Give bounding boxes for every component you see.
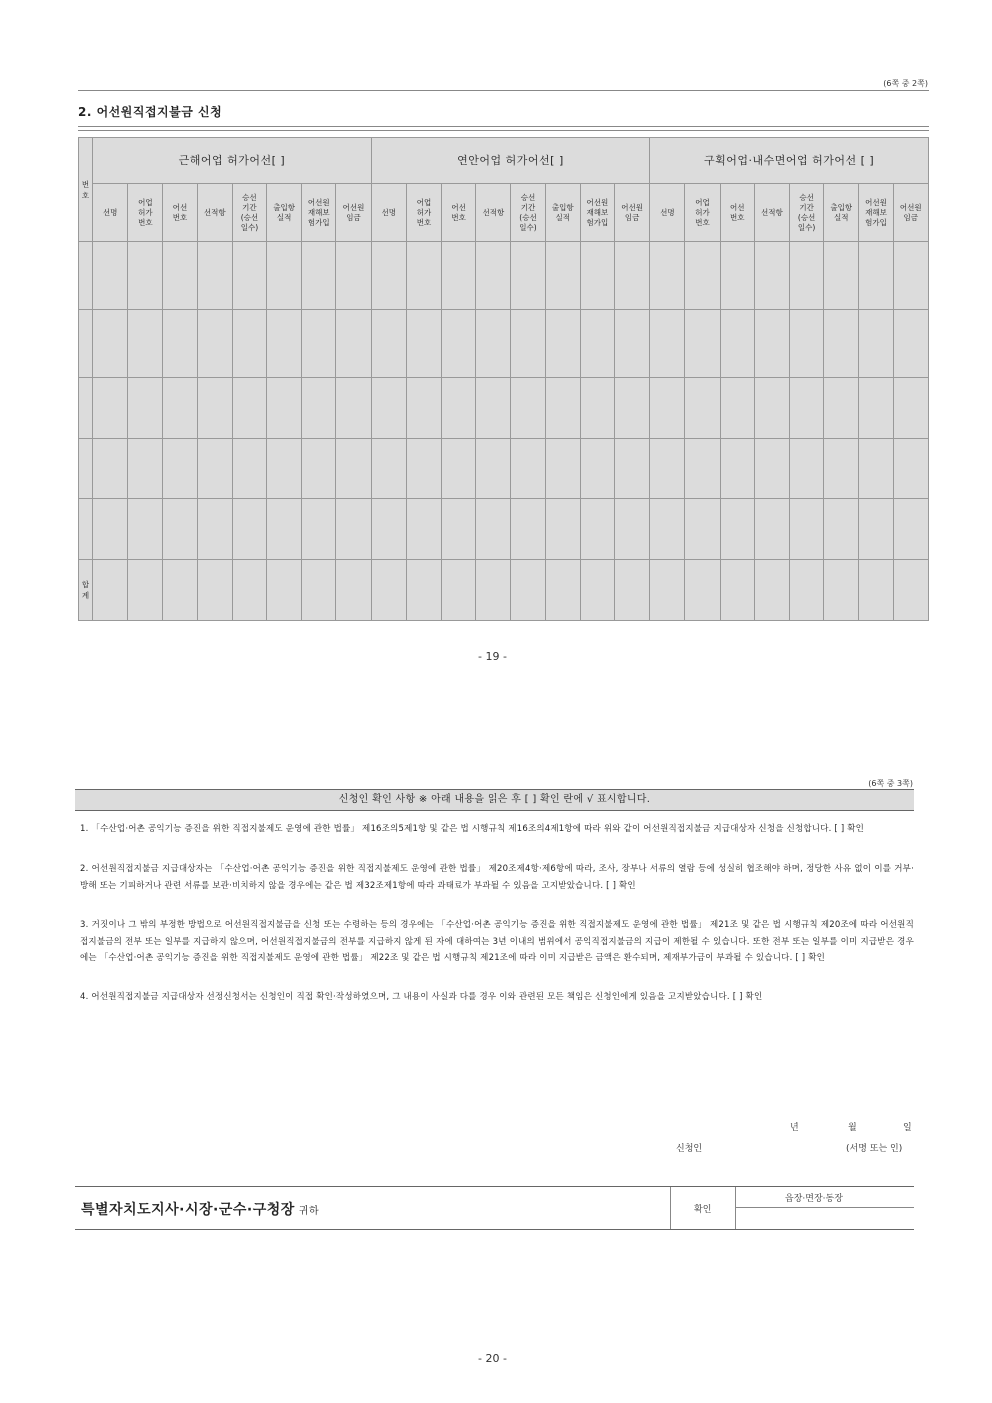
table-cell[interactable] [336, 310, 371, 378]
table-cell[interactable] [511, 560, 545, 621]
application-table [78, 137, 929, 621]
table-cell[interactable] [650, 439, 685, 499]
table-cell[interactable] [267, 310, 302, 378]
table-cell[interactable] [545, 242, 580, 310]
col-header-offshore-2: 어업 허가 번호 [128, 184, 163, 242]
table-cell[interactable] [754, 378, 789, 439]
col-header-offshore-8: 어선원 임금 [336, 184, 371, 242]
table-cell[interactable] [790, 560, 824, 621]
table-cell[interactable] [859, 560, 893, 621]
table-cell[interactable] [614, 560, 649, 621]
table-cell[interactable] [267, 378, 302, 439]
table-cell[interactable] [163, 439, 197, 499]
table-row [79, 499, 929, 560]
table-cell[interactable] [720, 242, 754, 310]
top-rule [78, 90, 929, 91]
table-cell[interactable] [580, 560, 614, 621]
table-cell[interactable] [685, 439, 720, 499]
table-cell[interactable] [406, 499, 441, 560]
table-cell[interactable] [614, 378, 649, 439]
table-cell[interactable] [893, 242, 928, 310]
col-header-offshore-6: 출입항 실적 [267, 184, 302, 242]
col-header-coastal-4: 선적항 [476, 184, 511, 242]
table-cell[interactable] [128, 499, 163, 560]
table-cell[interactable] [614, 242, 649, 310]
table-cell[interactable] [336, 439, 371, 499]
table-cell[interactable] [336, 378, 371, 439]
table-cell[interactable] [93, 378, 128, 439]
table-cell[interactable] [511, 310, 545, 378]
table-cell[interactable] [232, 560, 266, 621]
row-number-cell [79, 242, 93, 310]
table-cell[interactable] [371, 439, 406, 499]
table-cell[interactable] [406, 378, 441, 439]
col-header-sectional-8: 어선원 임금 [893, 184, 928, 242]
page-number-19: - 19 - [478, 650, 507, 663]
date-year: 년 [790, 1123, 799, 1133]
table-cell[interactable] [267, 499, 302, 560]
group-offshore: 근해어업 허가어선[ ] [93, 138, 372, 184]
divider-right [735, 1187, 736, 1229]
table-cell[interactable] [128, 560, 163, 621]
table-cell[interactable] [545, 310, 580, 378]
table-cell[interactable] [685, 310, 720, 378]
table-cell[interactable] [824, 378, 859, 439]
recipient-name: 특별자치도지사·시장·군수·구청장 [81, 1202, 295, 1218]
table-cell[interactable] [93, 560, 128, 621]
table-cell[interactable] [406, 560, 441, 621]
table-cell[interactable] [406, 439, 441, 499]
table-cell[interactable] [614, 439, 649, 499]
table-cell[interactable] [93, 310, 128, 378]
table-cell[interactable] [336, 499, 371, 560]
table-cell[interactable] [545, 499, 580, 560]
confirm-item-4: 4. 어선원직접지불금 지급대상자 선정신청서는 신청인이 직접 확인·작성하였으며, 그 내용이 사실과 다를 경우 이와 관련된 모든 책임은 신청인에게 있음을 고지받았습니다. [ ] 확인 [80, 992, 763, 1002]
col-header-coastal-7: 어선원 재해보 험가입 [580, 184, 614, 242]
table-cell[interactable] [824, 242, 859, 310]
section-rule-1 [78, 126, 929, 127]
table-cell[interactable] [302, 310, 336, 378]
table-cell[interactable] [267, 242, 302, 310]
section-title: 2. 어선원직접지불금 신청 [78, 105, 223, 119]
col-header-sectional-2: 어업 허가 번호 [685, 184, 720, 242]
table-cell[interactable] [650, 378, 685, 439]
table-cell[interactable] [267, 439, 302, 499]
table-cell[interactable] [302, 560, 336, 621]
table-cell[interactable] [893, 378, 928, 439]
table-cell[interactable] [685, 560, 720, 621]
col-header-sectional-4: 선적항 [754, 184, 789, 242]
table-cell[interactable] [163, 242, 197, 310]
col-header-coastal-8: 어선원 임금 [614, 184, 649, 242]
column-header-row [79, 184, 929, 242]
table-cell[interactable] [302, 439, 336, 499]
table-row [79, 439, 929, 499]
table-cell[interactable] [859, 310, 893, 378]
table-cell[interactable] [476, 439, 511, 499]
page-number-20: - 20 - [478, 1352, 507, 1365]
recipient [81, 1199, 319, 1219]
table-row [79, 310, 929, 378]
table-cell[interactable] [511, 242, 545, 310]
confirm-item-2: 2. 어선원직접지불금 지급대상자는 「수산업·어촌 공익기능 증진을 위한 직접지불제도 운영에 관한 법률」 제20조제4항·제6항에 따라, 조사, 장부나 서류의 열람 등에 성실히 협조해야 하며, 정당한 사유 없이 이를 거부·방해 또는 기피하거나 관련 서류를 보관·비치하지 않을 경우에는 같은 법 제32조제1항에 따라 과태료가 부과될 수 있음을 고지받았습니다. [ ] 확인 [80, 864, 914, 891]
row-number-cell [79, 378, 93, 439]
table-cell[interactable] [824, 439, 859, 499]
table-cell[interactable] [754, 560, 789, 621]
table-cell[interactable] [232, 439, 266, 499]
col-header-coastal-3: 어선 번호 [442, 184, 476, 242]
table-cell[interactable] [790, 242, 824, 310]
table-cell[interactable] [93, 499, 128, 560]
table-cell[interactable] [302, 499, 336, 560]
table-cell[interactable] [128, 310, 163, 378]
table-cell[interactable] [476, 378, 511, 439]
table-cell[interactable] [754, 242, 789, 310]
page-note-bottom: (6쪽 중 3쪽) [868, 779, 913, 788]
row-number-cell [79, 439, 93, 499]
table-cell[interactable] [754, 310, 789, 378]
divider-left [670, 1187, 671, 1229]
table-cell[interactable] [442, 378, 476, 439]
table-cell[interactable] [859, 378, 893, 439]
table-cell[interactable] [371, 499, 406, 560]
table-cell[interactable] [197, 310, 232, 378]
table-cell[interactable] [650, 310, 685, 378]
row-number-label: 번 호 [81, 179, 90, 200]
table-cell[interactable] [232, 499, 266, 560]
table-cell[interactable] [163, 378, 197, 439]
table-cell[interactable] [442, 242, 476, 310]
total-row [79, 560, 929, 621]
table-cell[interactable] [650, 560, 685, 621]
table-cell[interactable] [859, 439, 893, 499]
table-cell[interactable] [720, 378, 754, 439]
table-cell[interactable] [685, 499, 720, 560]
row-number-header [79, 138, 93, 242]
table-cell[interactable] [406, 310, 441, 378]
table-cell[interactable] [650, 242, 685, 310]
col-header-coastal-5: 승선 기간 (승선 일수) [511, 184, 545, 242]
col-header-sectional-6: 출입항 실적 [824, 184, 859, 242]
table-cell[interactable] [232, 242, 266, 310]
recipient-box [75, 1186, 914, 1230]
table-cell[interactable] [545, 439, 580, 499]
table-cell[interactable] [128, 378, 163, 439]
table-cell[interactable] [824, 310, 859, 378]
town-head-label: 읍장·면장·동장 [785, 1194, 843, 1204]
col-header-offshore-5: 승선 기간 (승선 일수) [232, 184, 266, 242]
table-cell[interactable] [442, 560, 476, 621]
table-cell[interactable] [476, 310, 511, 378]
table-cell[interactable] [93, 439, 128, 499]
table-cell[interactable] [545, 378, 580, 439]
table-cell[interactable] [302, 378, 336, 439]
col-header-coastal-6: 출입항 실적 [545, 184, 580, 242]
table-cell[interactable] [128, 439, 163, 499]
group-coastal: 연안어업 허가어선[ ] [371, 138, 650, 184]
table-cell[interactable] [232, 378, 266, 439]
table-cell[interactable] [442, 499, 476, 560]
row-number-cell [79, 310, 93, 378]
table-cell[interactable] [720, 560, 754, 621]
table-cell[interactable] [406, 242, 441, 310]
table-cell[interactable] [859, 499, 893, 560]
table-cell[interactable] [476, 499, 511, 560]
table-cell[interactable] [790, 439, 824, 499]
table-cell[interactable] [790, 499, 824, 560]
col-header-coastal-2: 어업 허가 번호 [406, 184, 441, 242]
confirm-item-1: 1. 「수산업·어촌 공익기능 증진을 위한 직접지불제도 운영에 관한 법률」 제16조의5제1항 및 같은 법 시행규칙 제16조의4제1항에 따라 위와 같이 어선원직접지불금 지급대상자 신청을 신청합니다. [ ] 확인 [80, 824, 865, 834]
section-rule-2 [78, 130, 929, 131]
row-number-cell [79, 499, 93, 560]
table-cell[interactable] [790, 310, 824, 378]
table-cell[interactable] [442, 439, 476, 499]
table-cell[interactable] [545, 560, 580, 621]
table-cell[interactable] [893, 499, 928, 560]
table-cell[interactable] [893, 310, 928, 378]
table-cell[interactable] [511, 499, 545, 560]
table-cell[interactable] [893, 560, 928, 621]
table-cell[interactable] [163, 310, 197, 378]
table-cell[interactable] [824, 560, 859, 621]
table-cell[interactable] [197, 242, 232, 310]
table-cell[interactable] [580, 378, 614, 439]
table-cell[interactable] [476, 560, 511, 621]
group-header-row [79, 138, 929, 184]
table-cell[interactable] [614, 499, 649, 560]
table-cell[interactable] [580, 310, 614, 378]
table-cell[interactable] [859, 242, 893, 310]
confirm-header: 신청인 확인 사항 ※ 아래 내용을 읽은 후 [ ] 확인 란에 √ 표시합니다. [75, 789, 914, 811]
table-cell[interactable] [580, 439, 614, 499]
total-label: 합 계 [79, 560, 93, 621]
table-cell[interactable] [685, 378, 720, 439]
table-cell[interactable] [580, 242, 614, 310]
table-cell[interactable] [128, 242, 163, 310]
table-cell[interactable] [232, 310, 266, 378]
col-header-offshore-3: 어선 번호 [163, 184, 197, 242]
table-cell[interactable] [163, 499, 197, 560]
table-cell[interactable] [371, 242, 406, 310]
col-header-sectional-3: 어선 번호 [720, 184, 754, 242]
table-cell[interactable] [93, 242, 128, 310]
table-cell[interactable] [197, 499, 232, 560]
table-cell[interactable] [720, 499, 754, 560]
confirm-item-3: 3. 거짓이나 그 밖의 부정한 방법으로 어선원직접지불금을 신청 또는 수령하는 등의 경우에는 「수산업·어촌 공익기능 증진을 위한 직접지불제도 운영에 관한 법률」 제21조 및 같은 법 시행규칙 제20조에 따라 어선원직접지불금의 전부 또는 일부를 지급하지 않으며, 어선원직접지불금의 전부를 지급하지 않게 된 자에 대하여는 3년 이내의 범위에서 공익직접지불금의 지급이 제한될 수 있습니다. 또한 전부 또는 일부를 이미 지급받은 경우에는 「수산업·어촌 공익기능 증진을 위한 직접지불제도 운영에 관한 법률」 제22조 및 같은 법 시행규칙 제21조에 따라 이미 지급받은 금액은 환수되며, 제재부가금이 부과될 수 있습니다. [ ] 확인 [80, 920, 914, 963]
col-header-sectional-7: 어선원 재해보 험가입 [859, 184, 893, 242]
table-cell[interactable] [893, 439, 928, 499]
table-cell[interactable] [824, 499, 859, 560]
col-header-offshore-4: 선적항 [197, 184, 232, 242]
table-cell[interactable] [371, 560, 406, 621]
col-header-offshore-1: 선명 [93, 184, 128, 242]
page-note-top: (6쪽 중 2쪽) [883, 79, 928, 88]
recipient-suffix: 귀하 [298, 1206, 320, 1217]
col-header-offshore-7: 어선원 재해보 험가입 [302, 184, 336, 242]
table-cell[interactable] [650, 499, 685, 560]
table-cell[interactable] [336, 242, 371, 310]
applicant-label: 신청인 [676, 1144, 703, 1154]
group-sectional-inland: 구획어업·내수면어업 허가어선 [ ] [650, 138, 929, 184]
col-header-sectional-1: 선명 [650, 184, 685, 242]
table-cell[interactable] [442, 310, 476, 378]
table-cell[interactable] [371, 378, 406, 439]
table-cell[interactable] [790, 378, 824, 439]
table-cell[interactable] [720, 439, 754, 499]
table-cell[interactable] [720, 310, 754, 378]
col-header-coastal-1: 선명 [371, 184, 406, 242]
table-row [79, 242, 929, 310]
table-row [79, 378, 929, 439]
table-cell[interactable] [267, 560, 302, 621]
table-cell[interactable] [197, 439, 232, 499]
table-cell[interactable] [371, 310, 406, 378]
signature-label: (서명 또는 인) [846, 1144, 903, 1154]
table-cell[interactable] [580, 499, 614, 560]
table-cell[interactable] [476, 242, 511, 310]
town-head-rule [735, 1207, 914, 1208]
col-header-sectional-5: 승선 기간 (승선 일수) [790, 184, 824, 242]
table-cell[interactable] [197, 560, 232, 621]
table-cell[interactable] [754, 499, 789, 560]
table-cell[interactable] [685, 242, 720, 310]
table-cell[interactable] [336, 560, 371, 621]
table-cell[interactable] [511, 378, 545, 439]
date-day: 일 [903, 1123, 912, 1133]
date-month: 월 [848, 1123, 857, 1133]
confirm-label: 확인 [694, 1205, 712, 1215]
table-cell[interactable] [302, 242, 336, 310]
table-cell[interactable] [754, 439, 789, 499]
table-cell[interactable] [511, 439, 545, 499]
table-cell[interactable] [614, 310, 649, 378]
table-cell[interactable] [163, 560, 197, 621]
table-cell[interactable] [197, 378, 232, 439]
